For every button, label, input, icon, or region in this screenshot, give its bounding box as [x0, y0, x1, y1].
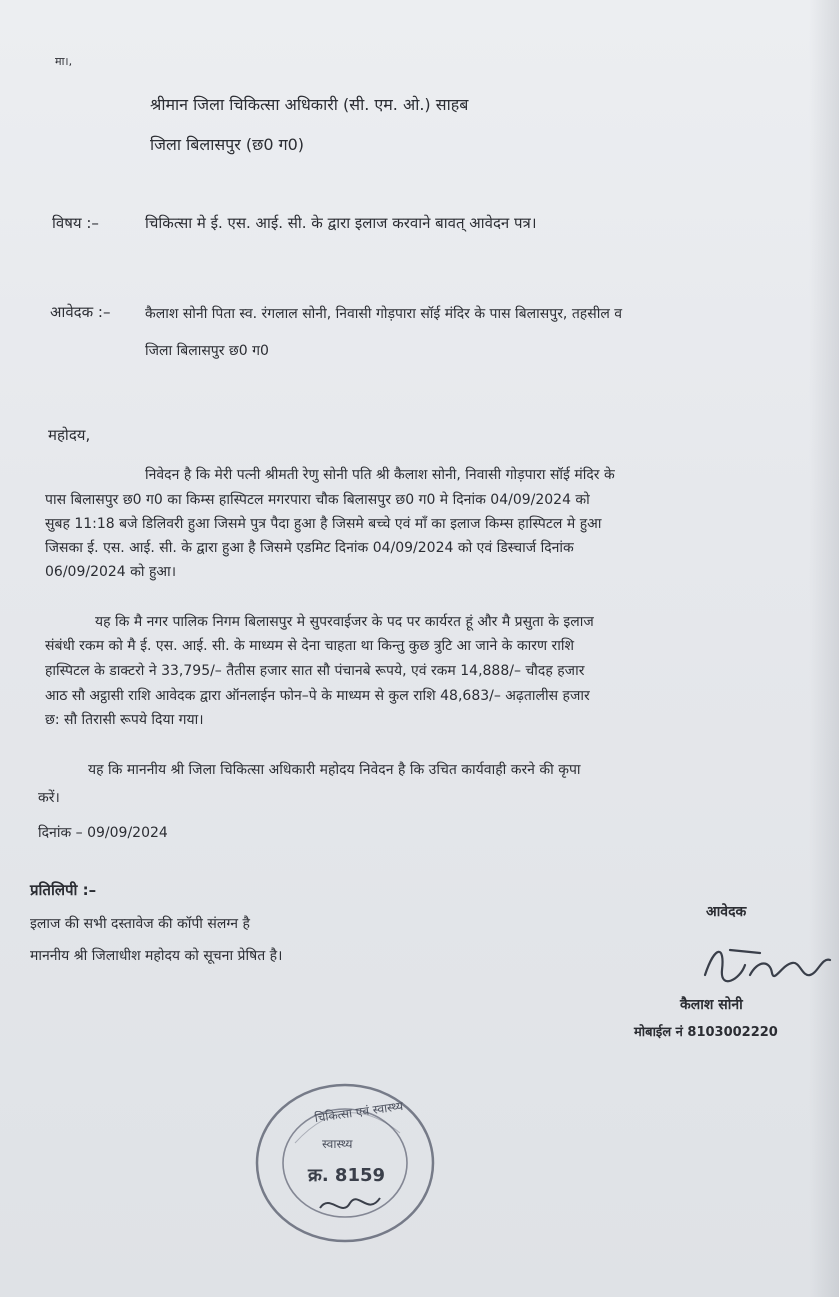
body-line: यह कि मै नगर पालिक निगम बिलासपुर मे सुपरवाईजर के पद पर कार्यरत हूं और मै प्रसुता के इलाज [95, 614, 594, 630]
svg-text:क्र. 8159: क्र. 8159 [308, 1165, 386, 1186]
svg-text:स्वास्थ्य: स्वास्थ्य [322, 1137, 353, 1151]
body-line: छ: सौ तिरासी रूपये दिया गया। [45, 712, 204, 728]
handwritten-signature [700, 935, 835, 995]
signature-label: आवेदक [706, 904, 747, 920]
page-shadow [809, 0, 839, 1297]
addressee-line-2: जिला बिलासपुर (छ0 ग0) [150, 135, 305, 154]
copy-label: प्रतिलिपी :– [30, 881, 97, 899]
body-line: 06/09/2024 को हुआ। [45, 564, 177, 580]
date-line: दिनांक – 09/09/2024 [38, 825, 168, 841]
copy-line-2: माननीय श्री जिलाधीश महोदय को सूचना प्रेषित है। [30, 948, 283, 964]
body-line: आठ सौ अट्ठासी राशि आवेदक द्वारा ऑनलाईन फोन–पे के माध्यम से कुल राशि 48,683/– अढ़तालीस हजार [45, 688, 590, 704]
body-line: जिसका ई. एस. आई. सी. के द्वारा हुआ है जिसमे एडमिट दिनांक 04/09/2024 को एवं डिस्चार्ज दिनांक [45, 540, 574, 556]
body-line: हास्पिटल के डाक्टरो ने 33,795/– तैतीस हजार सात सौ पंचानबे रूपये, एवं रकम 14,888/– चौदह हजार [45, 663, 585, 679]
applicant-line-2: जिला बिलासपुर छ0 ग0 [145, 343, 269, 359]
applicant-line-1: कैलाश सोनी पिता स्व. रंगलाल सोनी, निवासी गोड़पारा सॉई मंदिर के पास बिलासपुर, तहसील व [145, 306, 623, 322]
svg-text:चिकित्सा एवं स्वास्थ्य: चिकित्सा एवं स्वास्थ्य [313, 1098, 404, 1126]
subject-label: विषय :– [52, 214, 99, 232]
body-line: सुबह 11:18 बजे डिलिवरी हुआ जिसमे पुत्र पैदा हुआ है जिसमे बच्चे एवं माँ का इलाज किम्स हास्पिटल मे हुआ [45, 516, 602, 532]
salutation: महोदय, [48, 426, 91, 444]
header-fragment: मा।, [55, 55, 73, 68]
body-line: पास बिलासपुर छ0 ग0 का किम्स हास्पिटल मगरपारा चौक बिलासपुर छ0 ग0 मे दिनांक 04/09/2024 को [45, 492, 590, 508]
office-stamp [250, 1078, 440, 1248]
body-line: यह कि माननीय श्री जिला चिकित्सा अधिकारी महोदय निवेदन है कि उचित कार्यवाही करने की कृपा [88, 762, 581, 778]
signer-mobile: मोबाईल नं 8103002220 [634, 1025, 778, 1040]
body-line: निवेदन है कि मेरी पत्नी श्रीमती रेणु सोनी पति श्री कैलाश सोनी, निवासी गोड़पारा सॉई मंदिर के [145, 467, 615, 483]
body-line: करें। [38, 790, 60, 806]
applicant-label: आवेदक :– [50, 303, 111, 321]
body-line: संबंधी रकम को मै ई. एस. आई. सी. के माध्यम से देना चाहता था किन्तु कुछ त्रुटि आ जाने के कारण राशि [45, 638, 575, 654]
signer-name: कैलाश सोनी [680, 997, 743, 1013]
subject-text: चिकित्सा मे ई. एस. आई. सी. के द्वारा इलाज करवाने बावत् आवेदन पत्र। [145, 214, 537, 232]
copy-line-1: इलाज की सभी दस्तावेज की कॉपी संलग्न है [30, 916, 250, 932]
addressee-line-1: श्रीमान जिला चिकित्सा अधिकारी (सी. एम. ओ.) साहब [150, 95, 469, 114]
